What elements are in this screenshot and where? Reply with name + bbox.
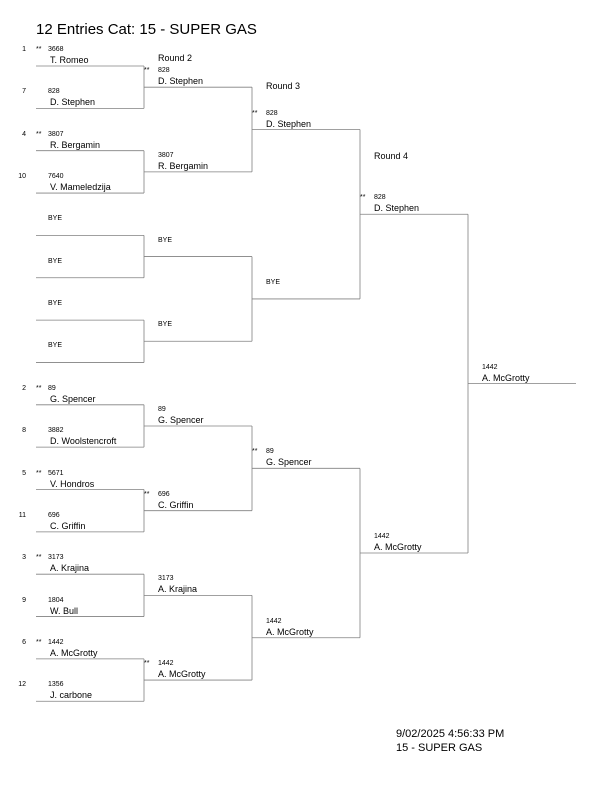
- entry-number: 1356: [48, 681, 64, 689]
- entry-number: 1442: [482, 363, 498, 371]
- entry-number: 828: [266, 109, 278, 117]
- seed-number: 1: [22, 46, 26, 53]
- entrant-name: R. Bergamin: [50, 139, 101, 150]
- entry-number: 1442: [48, 638, 64, 646]
- winner-mark: **: [36, 638, 42, 646]
- round-label: Round 4: [374, 151, 409, 161]
- winner-mark: **: [252, 448, 258, 456]
- bye-label: BYE: [48, 215, 63, 223]
- footer-category: 15 - SUPER GAS: [396, 742, 483, 754]
- winner-mark: **: [252, 109, 258, 117]
- round-label: Round 3: [266, 81, 301, 91]
- seed-number: 3: [22, 554, 26, 562]
- entry-number: 7640: [48, 173, 64, 181]
- entry-number: 5671: [48, 469, 64, 477]
- winner-mark: **: [36, 130, 42, 138]
- seed-number: 7: [22, 88, 26, 96]
- entrant-name: A. Krajina: [158, 584, 198, 595]
- entrant-name: J. carbone: [50, 690, 93, 701]
- bye-label: BYE: [48, 257, 63, 265]
- entrant-name: D. Stephen: [266, 118, 312, 129]
- entry-number: 828: [374, 194, 386, 202]
- entrant-name: D. Stephen: [158, 76, 204, 87]
- entrant-name: V. Hondros: [50, 478, 95, 489]
- entry-number: 696: [48, 511, 60, 519]
- entry-number: 1804: [48, 596, 64, 604]
- entrant-name: A. McGrotty: [158, 669, 206, 680]
- winner-mark: **: [360, 194, 366, 202]
- winner-mark: **: [144, 67, 150, 75]
- bye-label: BYE: [266, 278, 281, 286]
- seed-number: 2: [22, 384, 26, 392]
- entry-number: 696: [158, 490, 170, 498]
- entrant-name: A. McGrotty: [50, 647, 98, 658]
- entrant-name: C. Griffin: [158, 499, 194, 510]
- bye-label: BYE: [48, 342, 63, 350]
- bye-label: BYE: [158, 321, 173, 329]
- entrant-name: A. McGrotty: [482, 372, 530, 383]
- page-title: 12 Entries Cat: 15 - SUPER GAS: [36, 21, 257, 38]
- entrant-name: A. McGrotty: [266, 626, 314, 637]
- entrant-name: D. Stephen: [374, 203, 420, 214]
- winner-mark: **: [36, 46, 42, 53]
- seed-number: 9: [22, 596, 26, 604]
- entry-number: 1442: [374, 533, 390, 541]
- entry-number: 89: [48, 384, 56, 392]
- entry-number: 1442: [158, 660, 174, 668]
- entry-number: 89: [158, 405, 166, 413]
- entry-number: 828: [48, 88, 60, 96]
- seed-number: 11: [18, 511, 26, 519]
- entrant-name: R. Bergamin: [158, 160, 209, 171]
- entry-number: 89: [266, 448, 274, 456]
- entrant-name: V. Mameledzija: [50, 182, 111, 193]
- entry-number: 3807: [158, 151, 174, 159]
- entry-number: 1442: [266, 617, 282, 625]
- entrant-name: A. McGrotty: [374, 542, 422, 553]
- round-label: Round 2: [158, 53, 193, 63]
- entrant-name: T. Romeo: [50, 55, 89, 65]
- bye-label: BYE: [158, 236, 173, 244]
- entrant-name: G. Spencer: [158, 414, 204, 425]
- entrant-name: D. Woolstencroft: [50, 436, 117, 447]
- entry-number: 3173: [48, 554, 64, 562]
- seed-number: 12: [18, 681, 26, 689]
- footer-timestamp: 9/02/2025 4:56:33 PM: [396, 728, 505, 740]
- entry-number: 828: [158, 67, 170, 75]
- seed-number: 4: [22, 130, 26, 138]
- winner-mark: **: [36, 554, 42, 562]
- seed-number: 10: [18, 173, 26, 181]
- entry-number: 3882: [48, 427, 64, 435]
- entrant-name: C. Griffin: [50, 520, 86, 531]
- winner-mark: **: [36, 469, 42, 477]
- bye-label: BYE: [48, 300, 63, 308]
- entrant-name: G. Spencer: [50, 393, 96, 404]
- entry-number: 3173: [158, 575, 174, 583]
- entry-number: 3668: [48, 46, 64, 53]
- winner-mark: **: [36, 384, 42, 392]
- seed-number: 5: [22, 469, 26, 477]
- winner-mark: **: [144, 490, 150, 498]
- entrant-name: A. Krajina: [50, 563, 90, 574]
- entrant-name: W. Bull: [50, 605, 79, 616]
- seed-number: 8: [22, 427, 26, 435]
- winner-mark: **: [144, 660, 150, 668]
- entrant-name: G. Spencer: [266, 457, 312, 468]
- seed-number: 6: [22, 638, 26, 646]
- entry-number: 3807: [48, 130, 64, 138]
- entrant-name: D. Stephen: [50, 97, 96, 108]
